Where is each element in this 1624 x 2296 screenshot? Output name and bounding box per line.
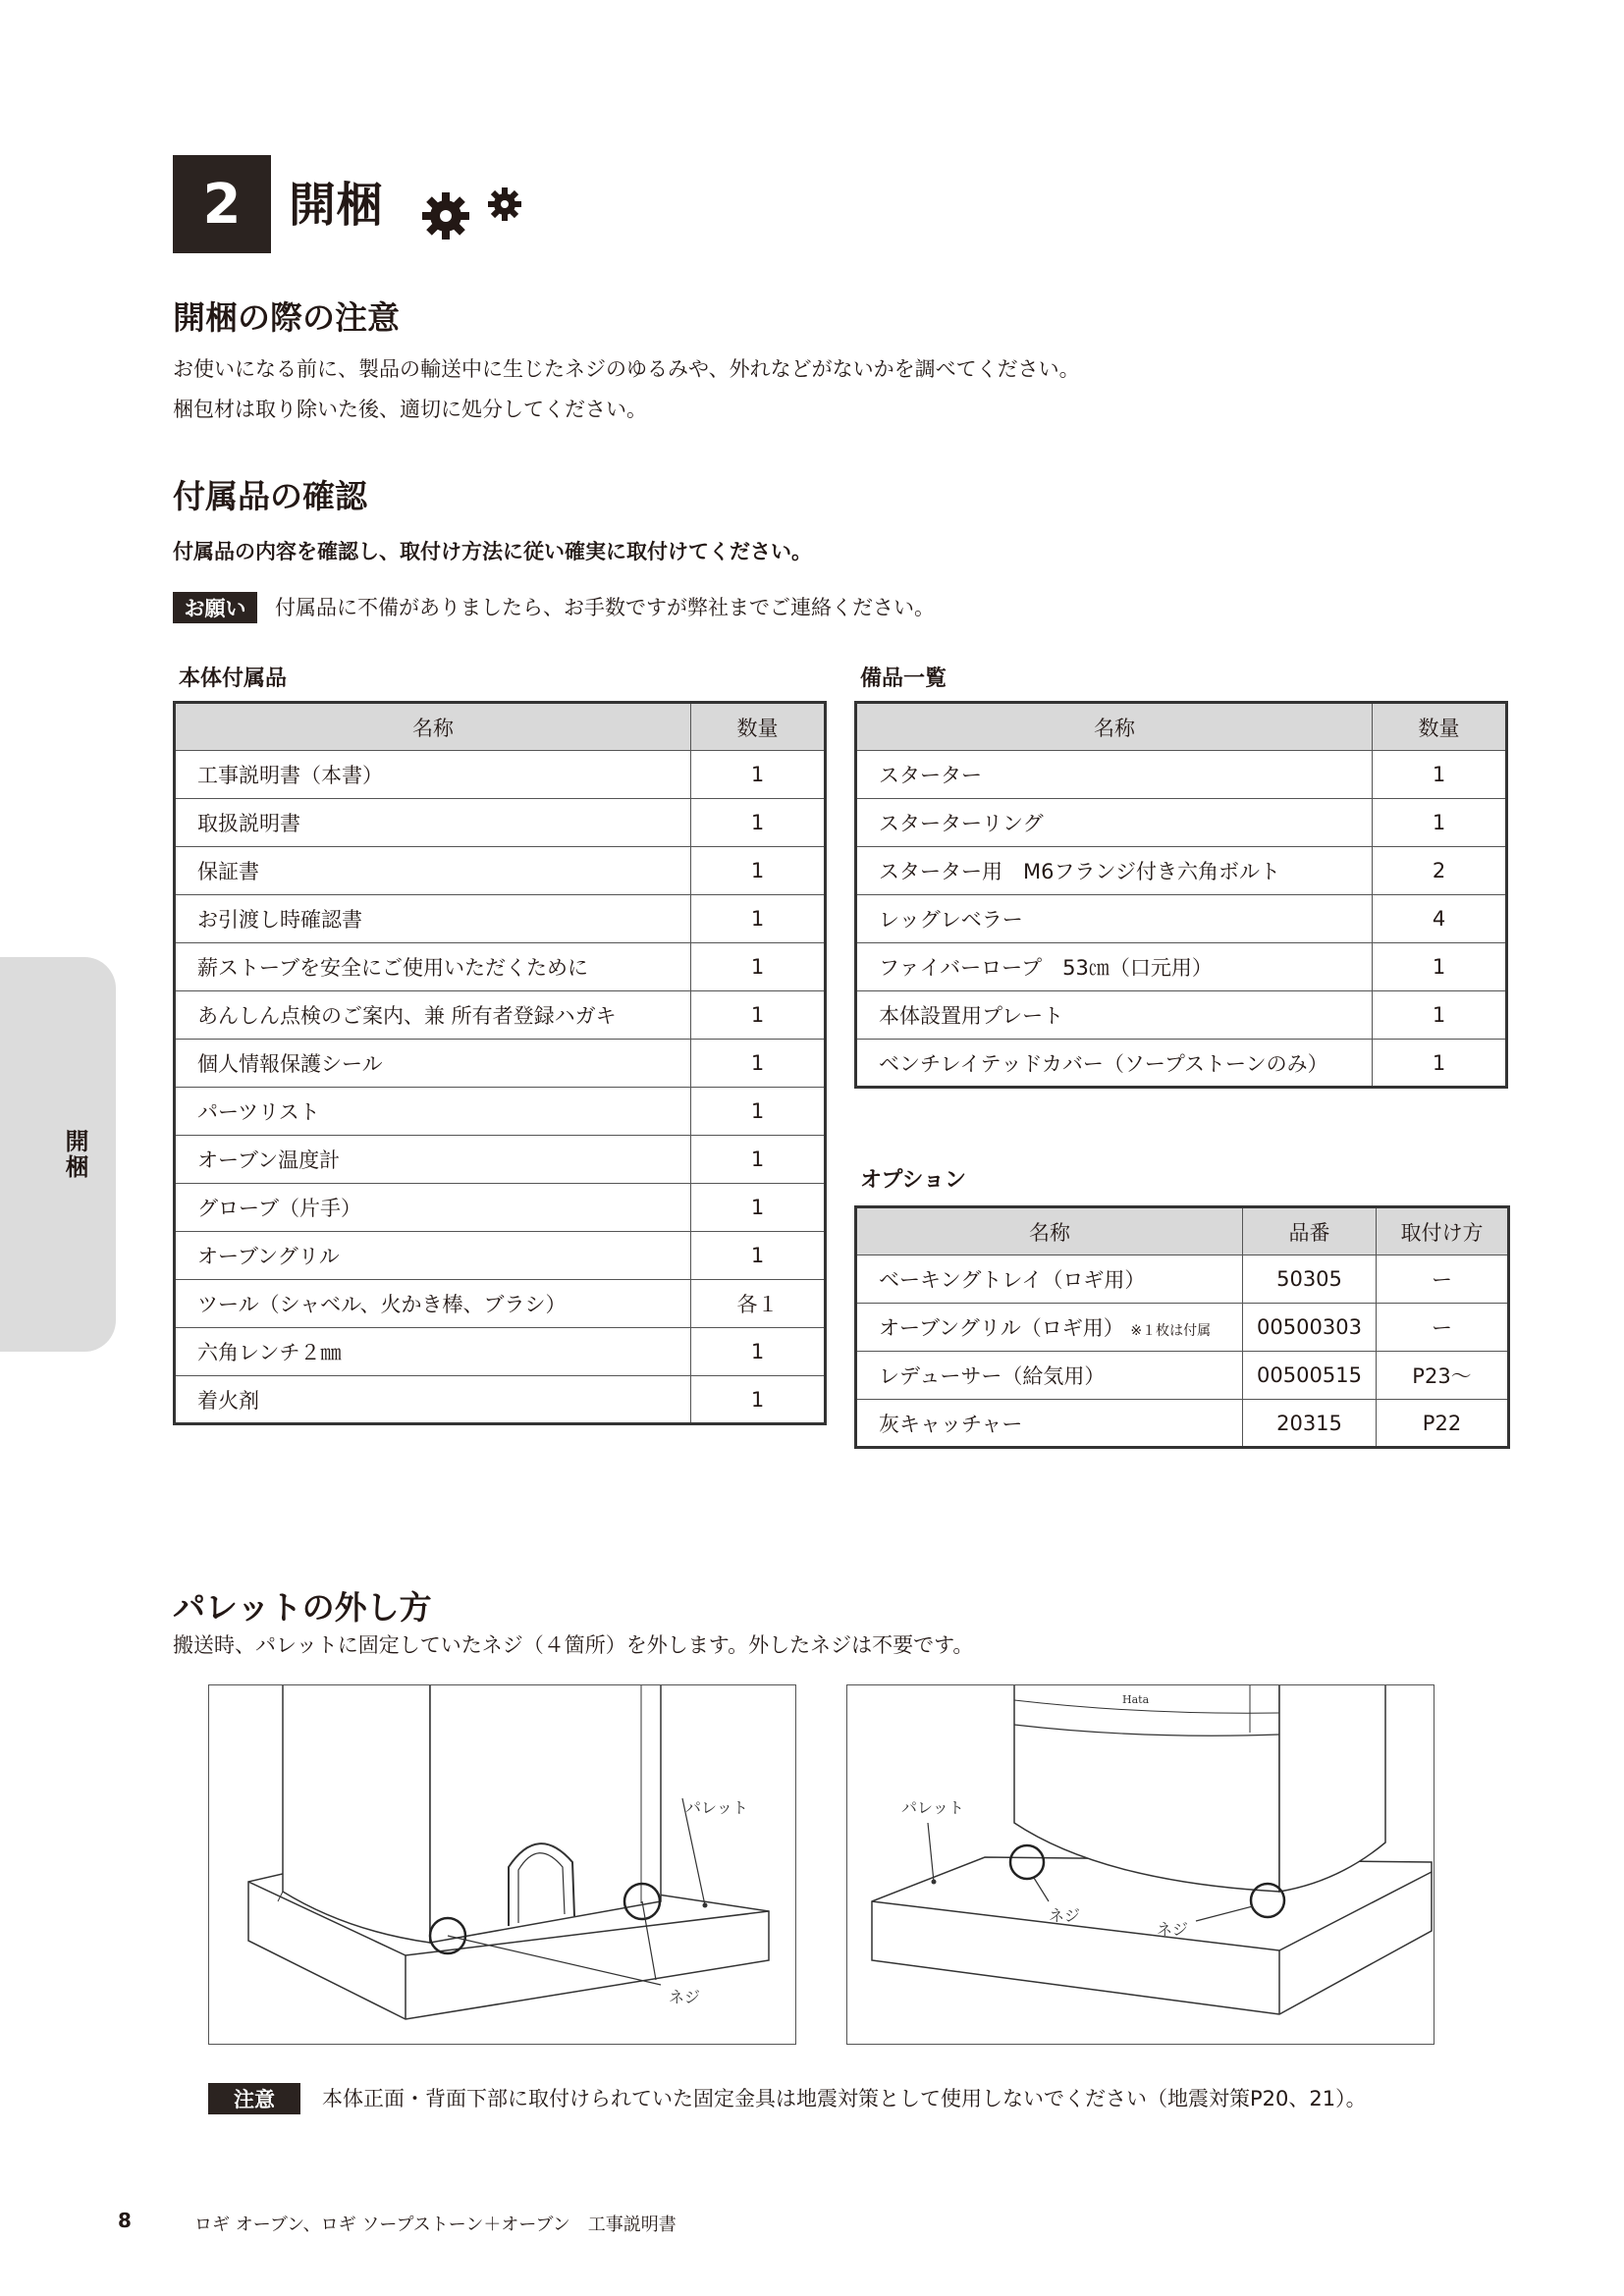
screw-label: ネジ [1049,1906,1081,1925]
row-part: 00500303 [1243,1304,1377,1352]
table-row [175,799,826,847]
option-name: 灰キャッチャー [879,1412,1023,1436]
row-name: グローブ（片手） [175,1184,691,1232]
col-header-name: 名称 [856,1207,1243,1255]
gear-icon [488,187,521,221]
row-name: スターターリング [856,799,1373,847]
row-qty: 2 [1373,847,1507,895]
row-name: 本体設置用プレート [856,991,1373,1040]
row-install: ー [1377,1304,1509,1352]
table-header-row [856,703,1507,751]
table-row [175,1040,826,1088]
table-row [856,1255,1509,1304]
pallet-label: パレット [685,1798,748,1817]
table-row [856,1304,1509,1352]
row-qty: 1 [691,1040,826,1088]
option-note: ※１枚は付属 [1130,1323,1212,1339]
equipment-caption: 備品一覧 [860,667,947,691]
row-qty: 1 [691,751,826,799]
chapter-title: 開梱 [289,178,384,233]
row-qty: 1 [1373,1040,1507,1088]
caution-text: 本体正面・背面下部に取付けられていた固定金具は地震対策として使用しないでください（地震対策P20、21）。 [322,2087,1367,2110]
row-name: 個人情報保護シール [175,1040,691,1088]
table-row [856,1040,1507,1088]
caution-badge: 注意 [208,2083,300,2114]
gear-icon [422,192,469,240]
row-qty: 各１ [691,1280,826,1328]
row-name [856,1255,1243,1304]
caution-heading: 開梱の際の注意 [173,298,400,337]
col-header-name: 名称 [175,703,691,751]
row-name: あんしん点検のご案内、兼 所有者登録ハガキ [175,991,691,1040]
caution-line-1: お使いになる前に、製品の輸送中に生じたネジのゆるみや、外れなどがないかを調べてください。 [173,357,1080,381]
table-row [856,991,1507,1040]
page-number: 8 [118,2209,132,2232]
table-row [175,847,826,895]
screw-label: ネジ [1157,1920,1189,1939]
row-qty: 1 [691,799,826,847]
table-row [175,1232,826,1280]
gear-icons [420,183,528,245]
row-name [856,1304,1243,1352]
row-part: 50305 [1243,1255,1377,1304]
row-name: 着火剤 [175,1376,691,1424]
col-header-part: 品番 [1243,1207,1377,1255]
table-row [856,1400,1509,1448]
document-title: ロギ オーブン、ロギ ソープストーン＋オーブン 工事説明書 [194,2215,677,2235]
row-name: オーブングリル [175,1232,691,1280]
pallet-label: パレット [901,1798,964,1817]
row-name: オーブン温度計 [175,1136,691,1184]
table-row [175,1136,826,1184]
row-qty: 1 [1373,799,1507,847]
row-name: パーツリスト [175,1088,691,1136]
table-row [175,1376,826,1424]
options-table [854,1205,1510,1449]
row-install: ー [1377,1255,1509,1304]
table-row [856,1352,1509,1400]
row-name: ツール（シャベル、火かき棒、ブラシ） [175,1280,691,1328]
equipment-table [854,701,1508,1089]
screw-label: ネジ [669,1988,701,2006]
row-install: P22 [1377,1400,1509,1448]
pallet-figure-side [208,1684,796,2045]
row-qty: 1 [691,847,826,895]
row-qty: 1 [691,1232,826,1280]
row-name: 六角レンチ２㎜ [175,1328,691,1376]
row-install: P23〜 [1377,1352,1509,1400]
row-qty: 1 [691,1088,826,1136]
chapter-number: 2 [173,155,271,253]
table-row [175,1088,826,1136]
row-name: お引渡し時確認書 [175,895,691,943]
accessories-instruction: 付属品の内容を確認し、取付け方法に従い確実に取付けてください。 [173,540,812,563]
row-name: ベンチレイテッドカバー（ソープストーンのみ） [856,1040,1373,1088]
row-qty: 1 [691,943,826,991]
row-name [856,1352,1243,1400]
row-qty: 1 [691,895,826,943]
table-row [175,1184,826,1232]
table-row [175,895,826,943]
option-name: レデューサー（給気用） [879,1364,1106,1388]
table-row [856,847,1507,895]
row-qty: 1 [691,1184,826,1232]
row-name: レッグレベラー [856,895,1373,943]
table-header-row [175,703,826,751]
main-accessories-caption: 本体付属品 [179,667,288,691]
side-tab-label: 開梱 [61,1129,88,1180]
row-qty: 1 [691,991,826,1040]
row-name: 保証書 [175,847,691,895]
col-header-qty: 数量 [691,703,826,751]
row-name: ファイバーロープ 53㎝（口元用） [856,943,1373,991]
row-name: スターター [856,751,1373,799]
table-row [175,751,826,799]
table-header-row [856,1207,1509,1255]
col-header-install: 取付け方 [1377,1207,1509,1255]
row-part: 20315 [1243,1400,1377,1448]
pallet-text: 搬送時、パレットに固定していたネジ（４箇所）を外します。外したネジは不要です。 [173,1633,974,1657]
row-part: 00500515 [1243,1352,1377,1400]
table-row [856,799,1507,847]
accessories-heading: 付属品の確認 [173,477,367,515]
row-name: 薪ストーブを安全にご使用いただくために [175,943,691,991]
table-row [175,1328,826,1376]
table-row [175,991,826,1040]
main-accessories-table [173,701,827,1425]
pallet-heading: パレットの外し方 [173,1588,432,1627]
col-header-qty: 数量 [1373,703,1507,751]
brand-logo: Hata [1122,1693,1150,1706]
row-qty: 1 [691,1376,826,1424]
row-name: 取扱説明書 [175,799,691,847]
row-qty: 1 [1373,751,1507,799]
row-name: 工事説明書（本書） [175,751,691,799]
pallet-figure-front [846,1684,1435,2045]
request-text: 付属品に不備がありましたら、お手数ですが弊社までご連絡ください。 [275,596,935,619]
request-badge: お願い [173,592,257,623]
row-qty: 1 [691,1328,826,1376]
caution-line-2: 梱包材は取り除いた後、適切に処分してください。 [173,398,647,421]
table-row [856,895,1507,943]
table-row [175,1280,826,1328]
row-qty: 1 [1373,943,1507,991]
col-header-name: 名称 [856,703,1373,751]
option-name: オーブングリル（ロギ用） [879,1316,1124,1340]
table-row [856,751,1507,799]
row-name [856,1400,1243,1448]
row-qty: 1 [691,1136,826,1184]
row-qty: 1 [1373,991,1507,1040]
options-caption: オプション [860,1168,967,1193]
table-row [175,943,826,991]
option-name: ベーキングトレイ（ロギ用） [879,1268,1146,1292]
table-row [856,943,1507,991]
row-name: スターター用 M6フランジ付き六角ボルト [856,847,1373,895]
row-qty: 4 [1373,895,1507,943]
